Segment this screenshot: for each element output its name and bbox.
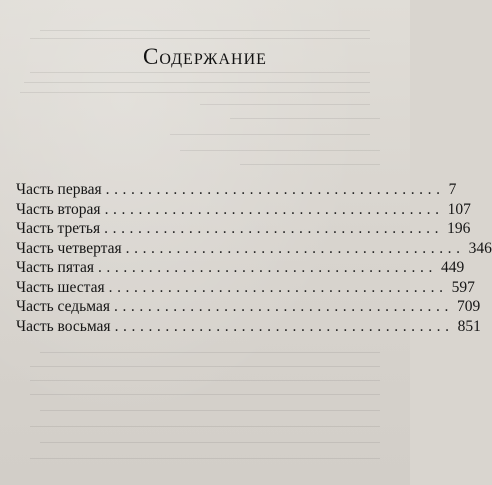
bleed-through-line: [30, 458, 380, 459]
toc-leader-dots: ........................................: [104, 220, 444, 237]
bleed-through-line: [30, 380, 380, 381]
bleed-through-line: [30, 72, 370, 73]
toc-entry-page-number: 851: [457, 317, 481, 335]
toc-entry-label: Часть первая: [16, 181, 102, 198]
toc-entry-page-number: 7: [448, 181, 457, 198]
toc-entry-label: Часть вторая: [16, 200, 101, 218]
toc-entry-page-number: 346: [468, 239, 492, 257]
bleed-through-line: [40, 30, 370, 31]
toc-entry: [16, 180, 457, 200]
toc-leader-dots: ........................................: [97, 259, 437, 276]
toc-entry-page-number: 196: [447, 220, 471, 237]
bleed-through-line: [180, 150, 380, 151]
toc-entry-page-number: 709: [456, 298, 481, 315]
toc-entry-label: Часть пятая: [16, 259, 94, 276]
toc-entry-label: Часть шестая: [16, 278, 105, 296]
bleed-through-line: [24, 82, 370, 83]
toc-entry: [16, 278, 475, 298]
bleed-through-line: [30, 394, 380, 395]
bleed-through-line: [30, 426, 380, 427]
toc-entry-label: Часть четвертая: [16, 239, 122, 257]
bleed-through-line: [30, 366, 380, 367]
bleed-through-line: [230, 118, 380, 119]
table-of-contents: [16, 180, 492, 336]
toc-leader-dots: ........................................: [105, 181, 445, 198]
toc-leader-dots: ........................................: [125, 239, 465, 257]
toc-leader-dots: ........................................: [104, 200, 444, 218]
bleed-through-line: [40, 442, 380, 443]
toc-leader-dots: ........................................: [108, 278, 448, 296]
toc-entry: [16, 200, 471, 220]
toc-entry-label: Часть третья: [16, 220, 101, 237]
bleed-through-line: [40, 352, 380, 353]
bleed-through-line: [200, 104, 370, 105]
page-title-text: Содержание: [143, 44, 267, 69]
bleed-through-line: [40, 410, 380, 411]
toc-entry-page-number: 107: [447, 200, 471, 218]
bleed-through-line: [240, 164, 380, 165]
toc-entry: [16, 239, 492, 259]
bleed-through-line: [30, 38, 370, 39]
bleed-through-line: [170, 134, 370, 135]
bleed-through-line: [20, 92, 370, 93]
toc-entry: [16, 219, 471, 239]
toc-entry-label: Часть седьмая: [16, 298, 110, 315]
toc-entry-page-number: 449: [440, 259, 465, 276]
toc-leader-dots: ........................................: [114, 317, 454, 335]
toc-entry-label: Часть восьмая: [16, 317, 111, 335]
page-title: [0, 44, 410, 70]
toc-entry: [16, 258, 465, 278]
toc-leader-dots: ........................................: [113, 298, 453, 315]
toc-entry-page-number: 597: [451, 278, 475, 296]
toc-entry: [16, 297, 481, 317]
toc-entry: [16, 317, 481, 337]
